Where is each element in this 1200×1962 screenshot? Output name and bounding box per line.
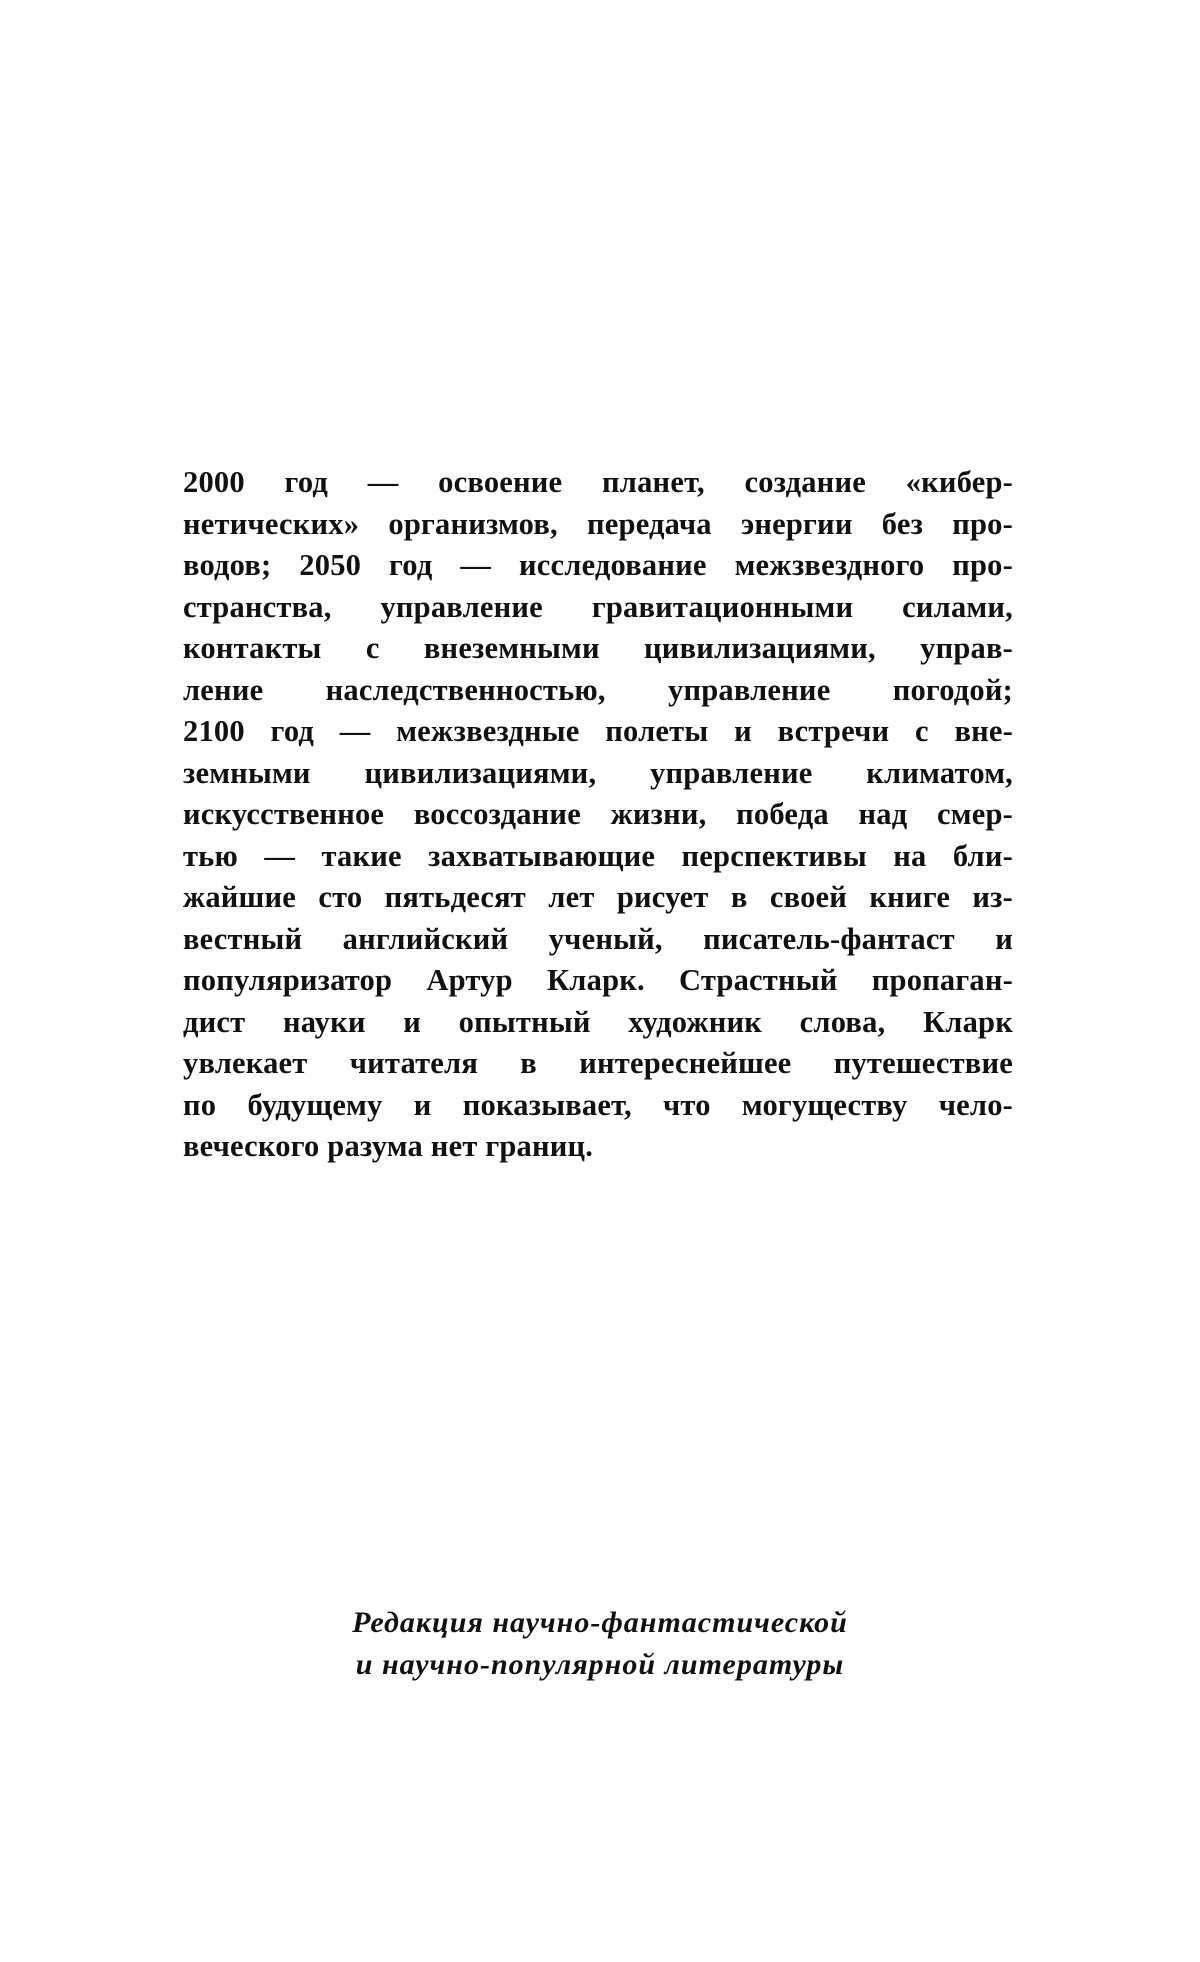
annotation-line: водов; 2050 год — исследование межзвездного про- [183, 548, 1013, 582]
annotation-line: ление наследственностью, управление погодой; [183, 672, 1013, 707]
annotation-line: по будущему и показывает, что могуществу чело- [183, 1087, 1013, 1122]
annotation-line: искусственное воссоздание жизни, победа над смер- [183, 797, 1013, 831]
annotation-line: 2100 год — межзвездные полеты и встречи с вне- [183, 714, 1013, 748]
annotation-line: 2000 год — освоение планет, создание «кибер- [183, 465, 1013, 499]
annotation-line: увлекает читателя в интереснейшее путешествие [183, 1046, 1013, 1080]
imprint-line-2: и научно-популярной литературы [355, 1648, 845, 1681]
annotation-line: контакты с внеземными цивилизациями, управ- [183, 631, 1013, 665]
annotation-line: популяризатор Артур Кларк. Страстный пропаган- [183, 963, 1013, 997]
annotation-line: земными цивилизациями, управление климатом, [183, 755, 1013, 790]
annotation-line: странства, управление гравитационными силами, [183, 589, 1013, 624]
annotation-line: жайшие сто пятьдесят лет рисует в своей книге из- [183, 880, 1013, 914]
annotation-paragraph [183, 462, 1013, 1168]
annotation-line: нетических» организмов, передача энергии без про- [183, 506, 1013, 541]
annotation-line: дист науки и опытный художник слова, Кларк [183, 1004, 1013, 1039]
annotation-line: веческого разума нет границ. [183, 1129, 594, 1163]
imprint-line-1: Редакция научно-фантастической [352, 1606, 848, 1639]
annotation-line: вестный английский ученый, писатель-фантаст и [183, 921, 1013, 956]
annotation-line: тью — такие захватывающие перспективы на бли- [183, 838, 1013, 873]
editorial-imprint [300, 1602, 900, 1686]
